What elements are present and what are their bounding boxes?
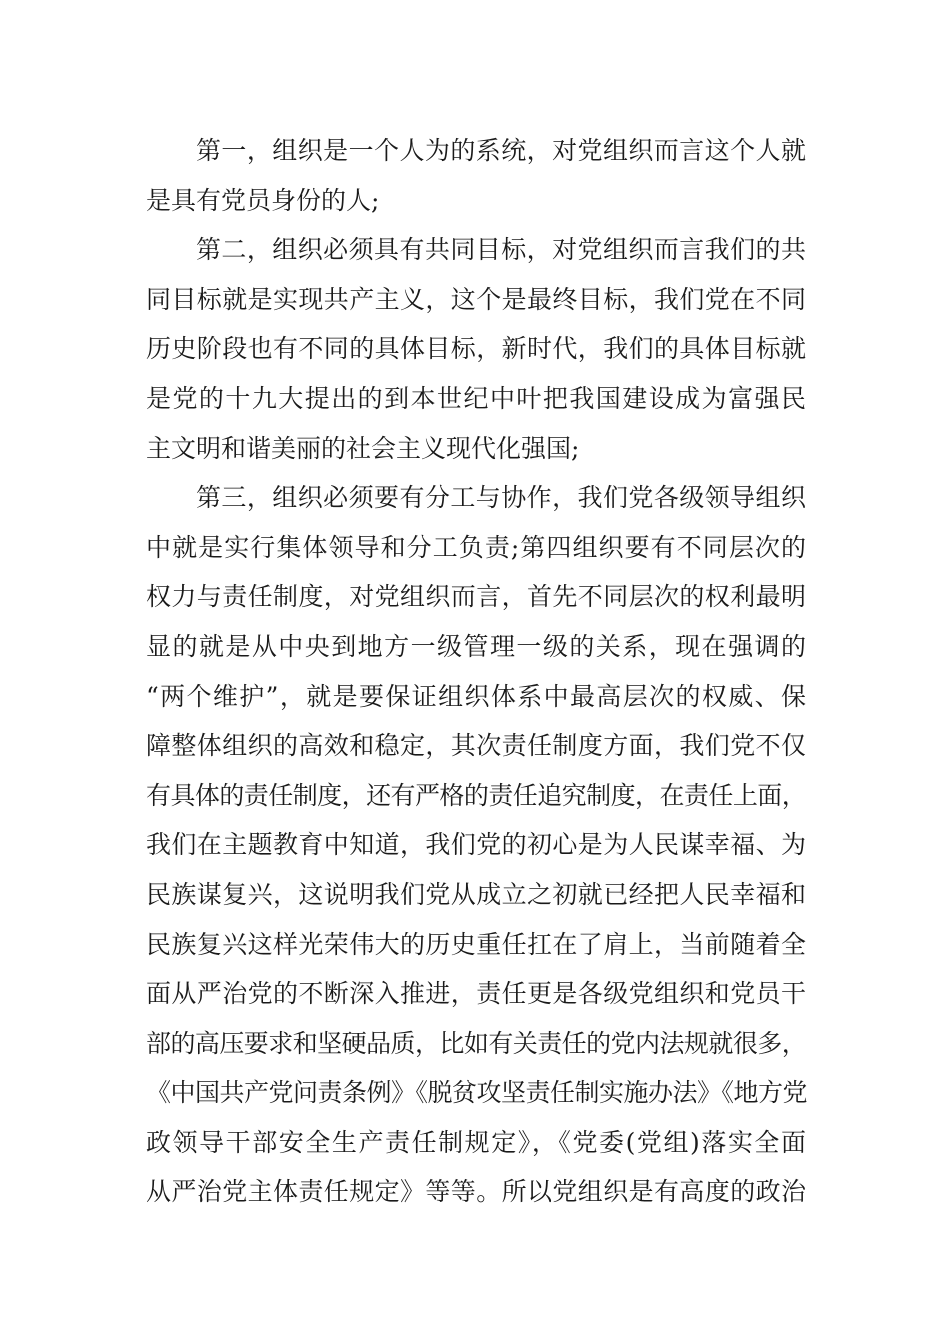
text-line: 同目标就是实现共产主义，这个是最终目标，我们党在不同 [146,284,806,314]
text-line: 民族谋复兴，这说明我们党从成立之初就已经把人民幸福和 [146,879,806,909]
text-line: 部的高压要求和坚硬品质，比如有关责任的党内法规就很多， [146,1028,806,1058]
text-line: 中就是实行集体领导和分工负责;第四组织要有不同层次的 [146,532,806,562]
text-line: 主文明和谐美丽的社会主义现代化强国; [146,433,580,463]
text-line: “两个维护”，就是要保证组织体系中最高层次的权威、保 [146,681,806,711]
text-line: 第一，组织是一个人为的系统，对党组织而言这个人就 [196,136,806,165]
text-line: 政领导干部安全生产责任制规定》，《党委(党组)落实全面 [146,1127,806,1157]
text-line: 从严治党主体责任规定》等等。所以党组织是有高度的政治 [146,1177,806,1207]
body-text [146,126,806,1217]
text-line: 第三，组织必须要有分工与协作，我们党各级领导组织 [196,483,806,513]
text-line: 是党的十九大提出的到本世纪中叶把我国建设成为富强民 [146,383,806,413]
text-line: 是具有党员身份的人; [146,185,380,215]
text-line: 第二，组织必须具有共同目标，对党组织而言我们的共 [196,235,806,265]
text-line: 显的就是从中央到地方一级管理一级的关系，现在强调的 [146,631,806,661]
text-line: 《中国共产党问责条例》《脱贫攻坚责任制实施办法》《地方党 [146,1078,808,1108]
text-line: 权力与责任制度，对党组织而言，首先不同层次的权利最明 [146,582,806,612]
text-line: 有具体的责任制度，还有严格的责任追究制度，在责任上面， [146,780,806,810]
text-line: 历史阶段也有不同的具体目标，新时代，我们的具体目标就 [146,334,806,364]
text-line: 民族复兴这样光荣伟大的历史重任扛在了肩上，当前随着全 [146,929,806,959]
text-line: 面从严治党的不断深入推进，责任更是各级党组织和党员干 [146,979,806,1009]
text-line: 障整体组织的高效和稳定，其次责任制度方面，我们党不仅 [146,731,806,761]
text-line: 我们在主题教育中知道，我们党的初心是为人民谋幸福、为 [146,830,806,860]
